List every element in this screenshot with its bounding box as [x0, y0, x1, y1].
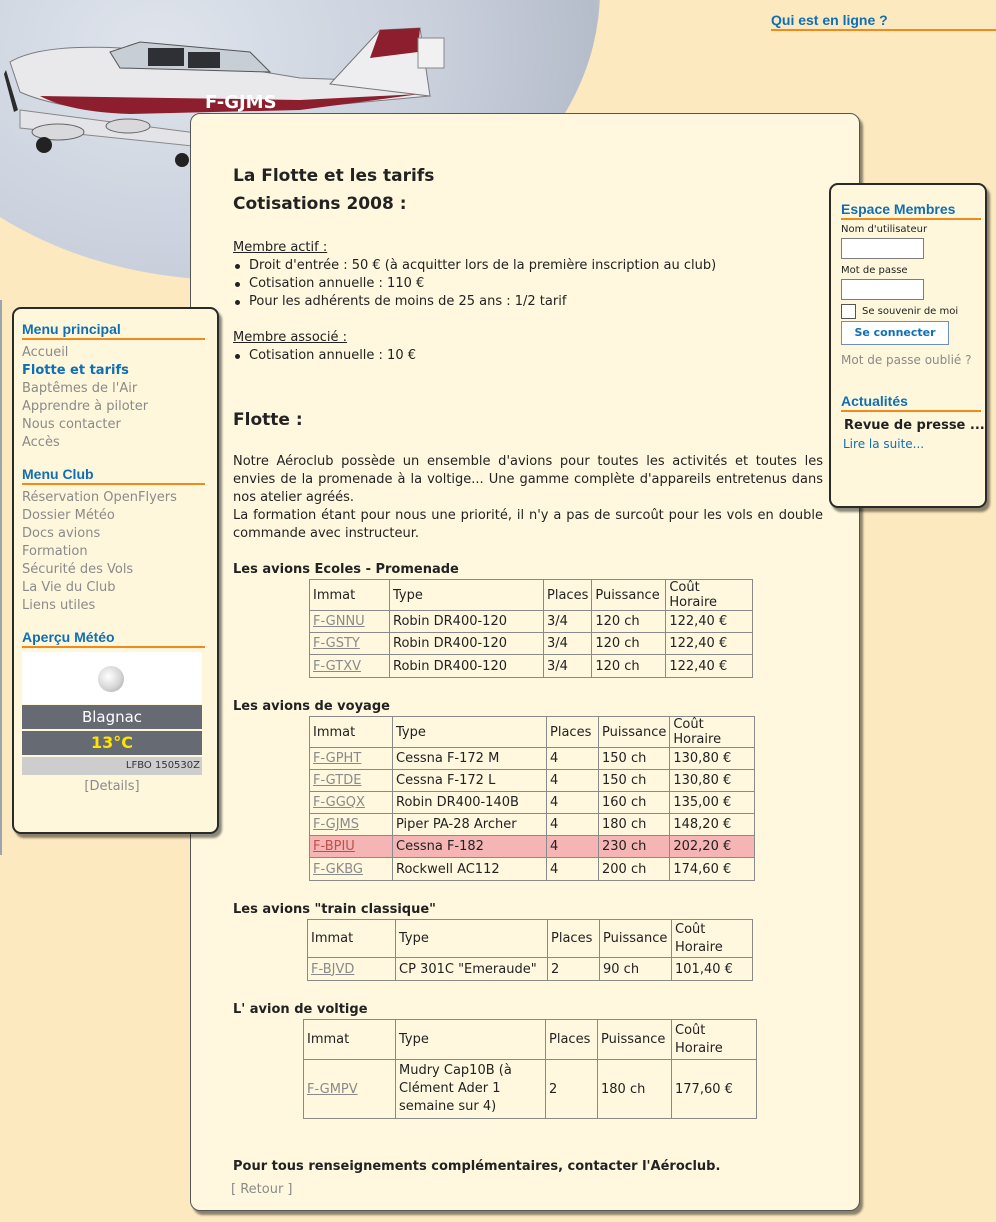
contact-note: Pour tous renseignements complémentaires, contacter l'Aéroclub. — [233, 1159, 721, 1174]
table-row — [310, 611, 752, 633]
cell-type: Cessna F-172 L — [393, 770, 547, 792]
table-header-row — [310, 717, 754, 748]
menu-item-vie-club[interactable]: La Vie du Club — [22, 580, 116, 595]
fleet-table-train-classique — [307, 919, 753, 981]
cell-puissance: 180 ch — [599, 814, 670, 836]
remember-me-row — [841, 304, 985, 319]
menu-item-flotte-tarifs[interactable]: Flotte et tarifs — [22, 363, 129, 378]
meteo-widget[interactable] — [22, 652, 202, 775]
col-immat: Immat — [304, 1020, 396, 1060]
menu-item-dossier-meteo[interactable]: Dossier Météo — [22, 508, 115, 523]
password-label: Mot de passe — [841, 265, 908, 276]
cell-cout: 130,80 € — [670, 770, 754, 792]
col-type: Type — [396, 920, 548, 958]
list-item: Cotisation annuelle : 10 € — [233, 347, 823, 365]
username-input[interactable] — [841, 238, 924, 259]
col-immat: Immat — [310, 717, 393, 748]
col-type: Type — [396, 1020, 546, 1060]
left-edge-strip — [0, 300, 2, 855]
menu-item-apprendre[interactable]: Apprendre à piloter — [22, 399, 149, 414]
main-menu-title: Menu principal — [22, 321, 205, 340]
club-menu-list — [22, 489, 217, 615]
immat-link[interactable]: F-GNNU — [313, 614, 365, 629]
table-row — [304, 1060, 756, 1118]
remember-me-label: Se souvenir de moi — [862, 306, 959, 317]
table-row — [310, 655, 752, 677]
main-content-panel — [190, 113, 860, 1211]
cell-puissance: 200 ch — [599, 858, 670, 880]
meteo-metar-code: LFBO 150530Z — [22, 757, 202, 775]
list-item: Droit d'entrée : 50 € (à acquitter lors de la première inscription au club) — [233, 257, 823, 275]
cell-places: 2 — [548, 958, 600, 980]
table-row — [310, 633, 752, 655]
cell-type: Mudry Cap10B (à Clément Ader 1 semaine sur 4) — [396, 1060, 546, 1118]
immat-link[interactable]: F-GSTY — [313, 636, 360, 651]
left-menu-panel — [12, 307, 219, 834]
club-menu-title: Menu Club — [22, 466, 205, 485]
col-puissance: Puissance — [598, 1020, 672, 1060]
cell-type: Piper PA-28 Archer — [393, 814, 547, 836]
cotisation-title: Cotisations 2008 : — [233, 194, 407, 214]
cell-places: 4 — [547, 836, 599, 858]
col-cout: Coût Horaire — [672, 1020, 756, 1060]
cell-puissance: 150 ch — [599, 770, 670, 792]
cell-places: 4 — [547, 792, 599, 814]
table-row — [310, 858, 754, 880]
table-row — [308, 958, 752, 980]
cell-puissance: 120 ch — [592, 655, 666, 677]
col-immat: Immat — [308, 920, 396, 958]
meteo-title: Aperçu Météo — [22, 629, 205, 648]
main-menu-list — [22, 344, 217, 452]
plane-registration-label: F-GJMS — [205, 92, 277, 113]
meteo-temperature: 13°C — [22, 731, 202, 755]
col-cout: Coût Horaire — [670, 717, 754, 748]
immat-link[interactable]: F-GGQX — [313, 795, 365, 810]
flotte-title: Flotte : — [233, 410, 303, 430]
table-row — [310, 792, 754, 814]
back-link[interactable]: [ Retour ] — [231, 1182, 293, 1197]
cell-places: 4 — [547, 748, 599, 770]
cell-cout: 101,40 € — [675, 961, 733, 977]
news-title: Actualités — [841, 393, 981, 412]
col-places: Places — [546, 1020, 598, 1060]
read-more-link[interactable]: Lire la suite... — [843, 437, 925, 451]
table-row — [310, 748, 754, 770]
membre-actif-list — [233, 257, 823, 311]
cell-places: 4 — [547, 814, 599, 836]
remember-me-checkbox[interactable] — [841, 304, 856, 319]
table-row-highlighted — [310, 836, 754, 858]
news-item-title: Revue de presse ... — [844, 418, 985, 433]
meteo-icon-area — [22, 652, 202, 704]
weather-sun-icon — [98, 666, 124, 692]
username-label: Nom d'utilisateur — [841, 224, 928, 235]
forgot-password-link[interactable]: Mot de passe oublié ? — [841, 353, 972, 367]
table-row — [310, 814, 754, 836]
cell-cout: 122,40 € — [666, 633, 752, 655]
cell-puissance: 150 ch — [599, 748, 670, 770]
menu-item-docs-avions[interactable]: Docs avions — [22, 526, 101, 541]
membre-associe-list — [233, 347, 823, 365]
table-header-row — [310, 580, 752, 611]
table-title-voyage: Les avions de voyage — [233, 699, 390, 714]
immat-link[interactable]: F-GPHT — [313, 751, 362, 766]
col-immat: Immat — [310, 580, 390, 611]
meteo-details-link[interactable]: [Details] — [84, 779, 140, 794]
cell-cout: 135,00 € — [670, 792, 754, 814]
list-item: Pour les adhérents de moins de 25 ans : 1/2 tarif — [233, 293, 823, 311]
menu-item-acces[interactable]: Accès — [22, 435, 60, 450]
cell-puissance: 120 ch — [592, 611, 666, 633]
members-title: Espace Membres — [841, 201, 981, 220]
cell-type: CP 301C "Emeraude" — [396, 958, 548, 980]
col-cout: Coût Horaire — [672, 920, 752, 958]
cell-puissance: 180 ch — [598, 1060, 672, 1118]
col-cout: Coût Horaire — [666, 580, 752, 611]
immat-link[interactable]: F-GMPV — [307, 1081, 358, 1097]
training-note-text: La formation étant pour nous une priorité, il n'y a pas de surcoût pour les vols en double commande avec instructeur. — [233, 508, 823, 541]
cell-puissance: 90 ch — [600, 958, 672, 980]
col-places: Places — [548, 920, 600, 958]
menu-item-accueil[interactable]: Accueil — [22, 345, 69, 360]
meteo-city: Blagnac — [22, 705, 202, 729]
fleet-intro-text: Notre Aéroclub possède un ensemble d'avions pour toutes les activités et toutes les envies de la promenade à la voltige... Une gamme complète d'appareils entretenus dans nos atelier agréés. — [233, 454, 823, 505]
cell-cout: 130,80 € — [670, 748, 754, 770]
col-puissance: Puissance — [600, 920, 672, 958]
cell-places: 3/4 — [544, 633, 592, 655]
membre-actif-heading: Membre actif : — [233, 240, 328, 255]
cell-places: 4 — [547, 770, 599, 792]
cell-cout: 122,40 € — [669, 658, 728, 674]
cell-type: Cessna F-172 M — [393, 748, 547, 770]
table-header-row — [308, 920, 752, 958]
cell-puissance: 230 ch — [599, 836, 670, 858]
content-area — [233, 162, 823, 1174]
cell-type: Robin DR400-120 — [390, 655, 544, 677]
cell-cout: 177,60 € — [675, 1081, 733, 1097]
col-puissance: Puissance — [592, 580, 666, 611]
cell-puissance: 120 ch — [592, 633, 666, 655]
page-title: La Flotte et les tarifs — [233, 166, 435, 186]
cell-cout: 174,60 € — [673, 861, 732, 877]
table-title-train-classique: Les avions "train classique" — [233, 902, 436, 917]
menu-item-securite[interactable]: Sécurité des Vols — [22, 562, 134, 577]
fleet-table-ecoles — [309, 579, 753, 678]
col-type: Type — [393, 717, 547, 748]
immat-link[interactable]: F-BPIU — [313, 839, 355, 854]
cell-places: 4 — [547, 858, 599, 880]
fleet-intro-paragraph — [233, 453, 823, 543]
immat-link[interactable]: F-GTDE — [313, 773, 362, 788]
col-puissance: Puissance — [599, 717, 670, 748]
cell-places: 3/4 — [544, 655, 592, 677]
cell-cout: 148,20 € — [670, 814, 754, 836]
membre-associe-heading: Membre associé : — [233, 330, 348, 345]
menu-item-formation[interactable]: Formation — [22, 544, 88, 559]
cell-cout: 122,40 € — [666, 611, 752, 633]
members-panel — [829, 183, 987, 508]
table-header-row — [304, 1020, 756, 1060]
fleet-table-voyage — [309, 716, 755, 881]
list-item: Cotisation annuelle : 110 € — [233, 275, 823, 293]
menu-item-contact[interactable]: Nous contacter — [22, 417, 121, 432]
immat-link[interactable]: F-GJMS — [313, 817, 360, 832]
col-places: Places — [544, 580, 592, 611]
cell-puissance: 160 ch — [599, 792, 670, 814]
col-type: Type — [390, 580, 544, 611]
cell-type: Robin DR400-120 — [390, 633, 544, 655]
immat-link[interactable]: F-GKBG — [313, 861, 364, 877]
table-title-ecoles: Les avions Ecoles - Promenade — [233, 562, 459, 577]
table-title-voltige: L' avion de voltige — [233, 1002, 368, 1017]
table-row — [310, 770, 754, 792]
cell-type: Robin DR400-140B — [393, 792, 547, 814]
menu-item-reservation[interactable]: Réservation OpenFlyers — [22, 490, 177, 505]
menu-item-baptemes[interactable]: Baptêmes de l'Air — [22, 381, 138, 396]
who-is-online-link[interactable]: Qui est en ligne ? — [771, 12, 996, 31]
col-places: Places — [547, 717, 599, 748]
cell-type: Cessna F-182 — [393, 836, 547, 858]
password-input[interactable] — [841, 279, 924, 300]
cell-places: 2 — [546, 1060, 598, 1118]
cell-type: Robin DR400-120 — [390, 611, 544, 633]
fleet-table-voltige — [303, 1019, 757, 1119]
immat-link[interactable]: F-BJVD — [311, 961, 355, 977]
menu-item-liens[interactable]: Liens utiles — [22, 598, 96, 613]
cell-places: 3/4 — [544, 611, 592, 633]
cell-type: Rockwell AC112 — [393, 858, 547, 880]
immat-link[interactable]: F-GTXV — [313, 658, 361, 674]
login-button[interactable]: Se connecter — [841, 321, 949, 345]
cell-cout: 202,20 € — [670, 836, 754, 858]
